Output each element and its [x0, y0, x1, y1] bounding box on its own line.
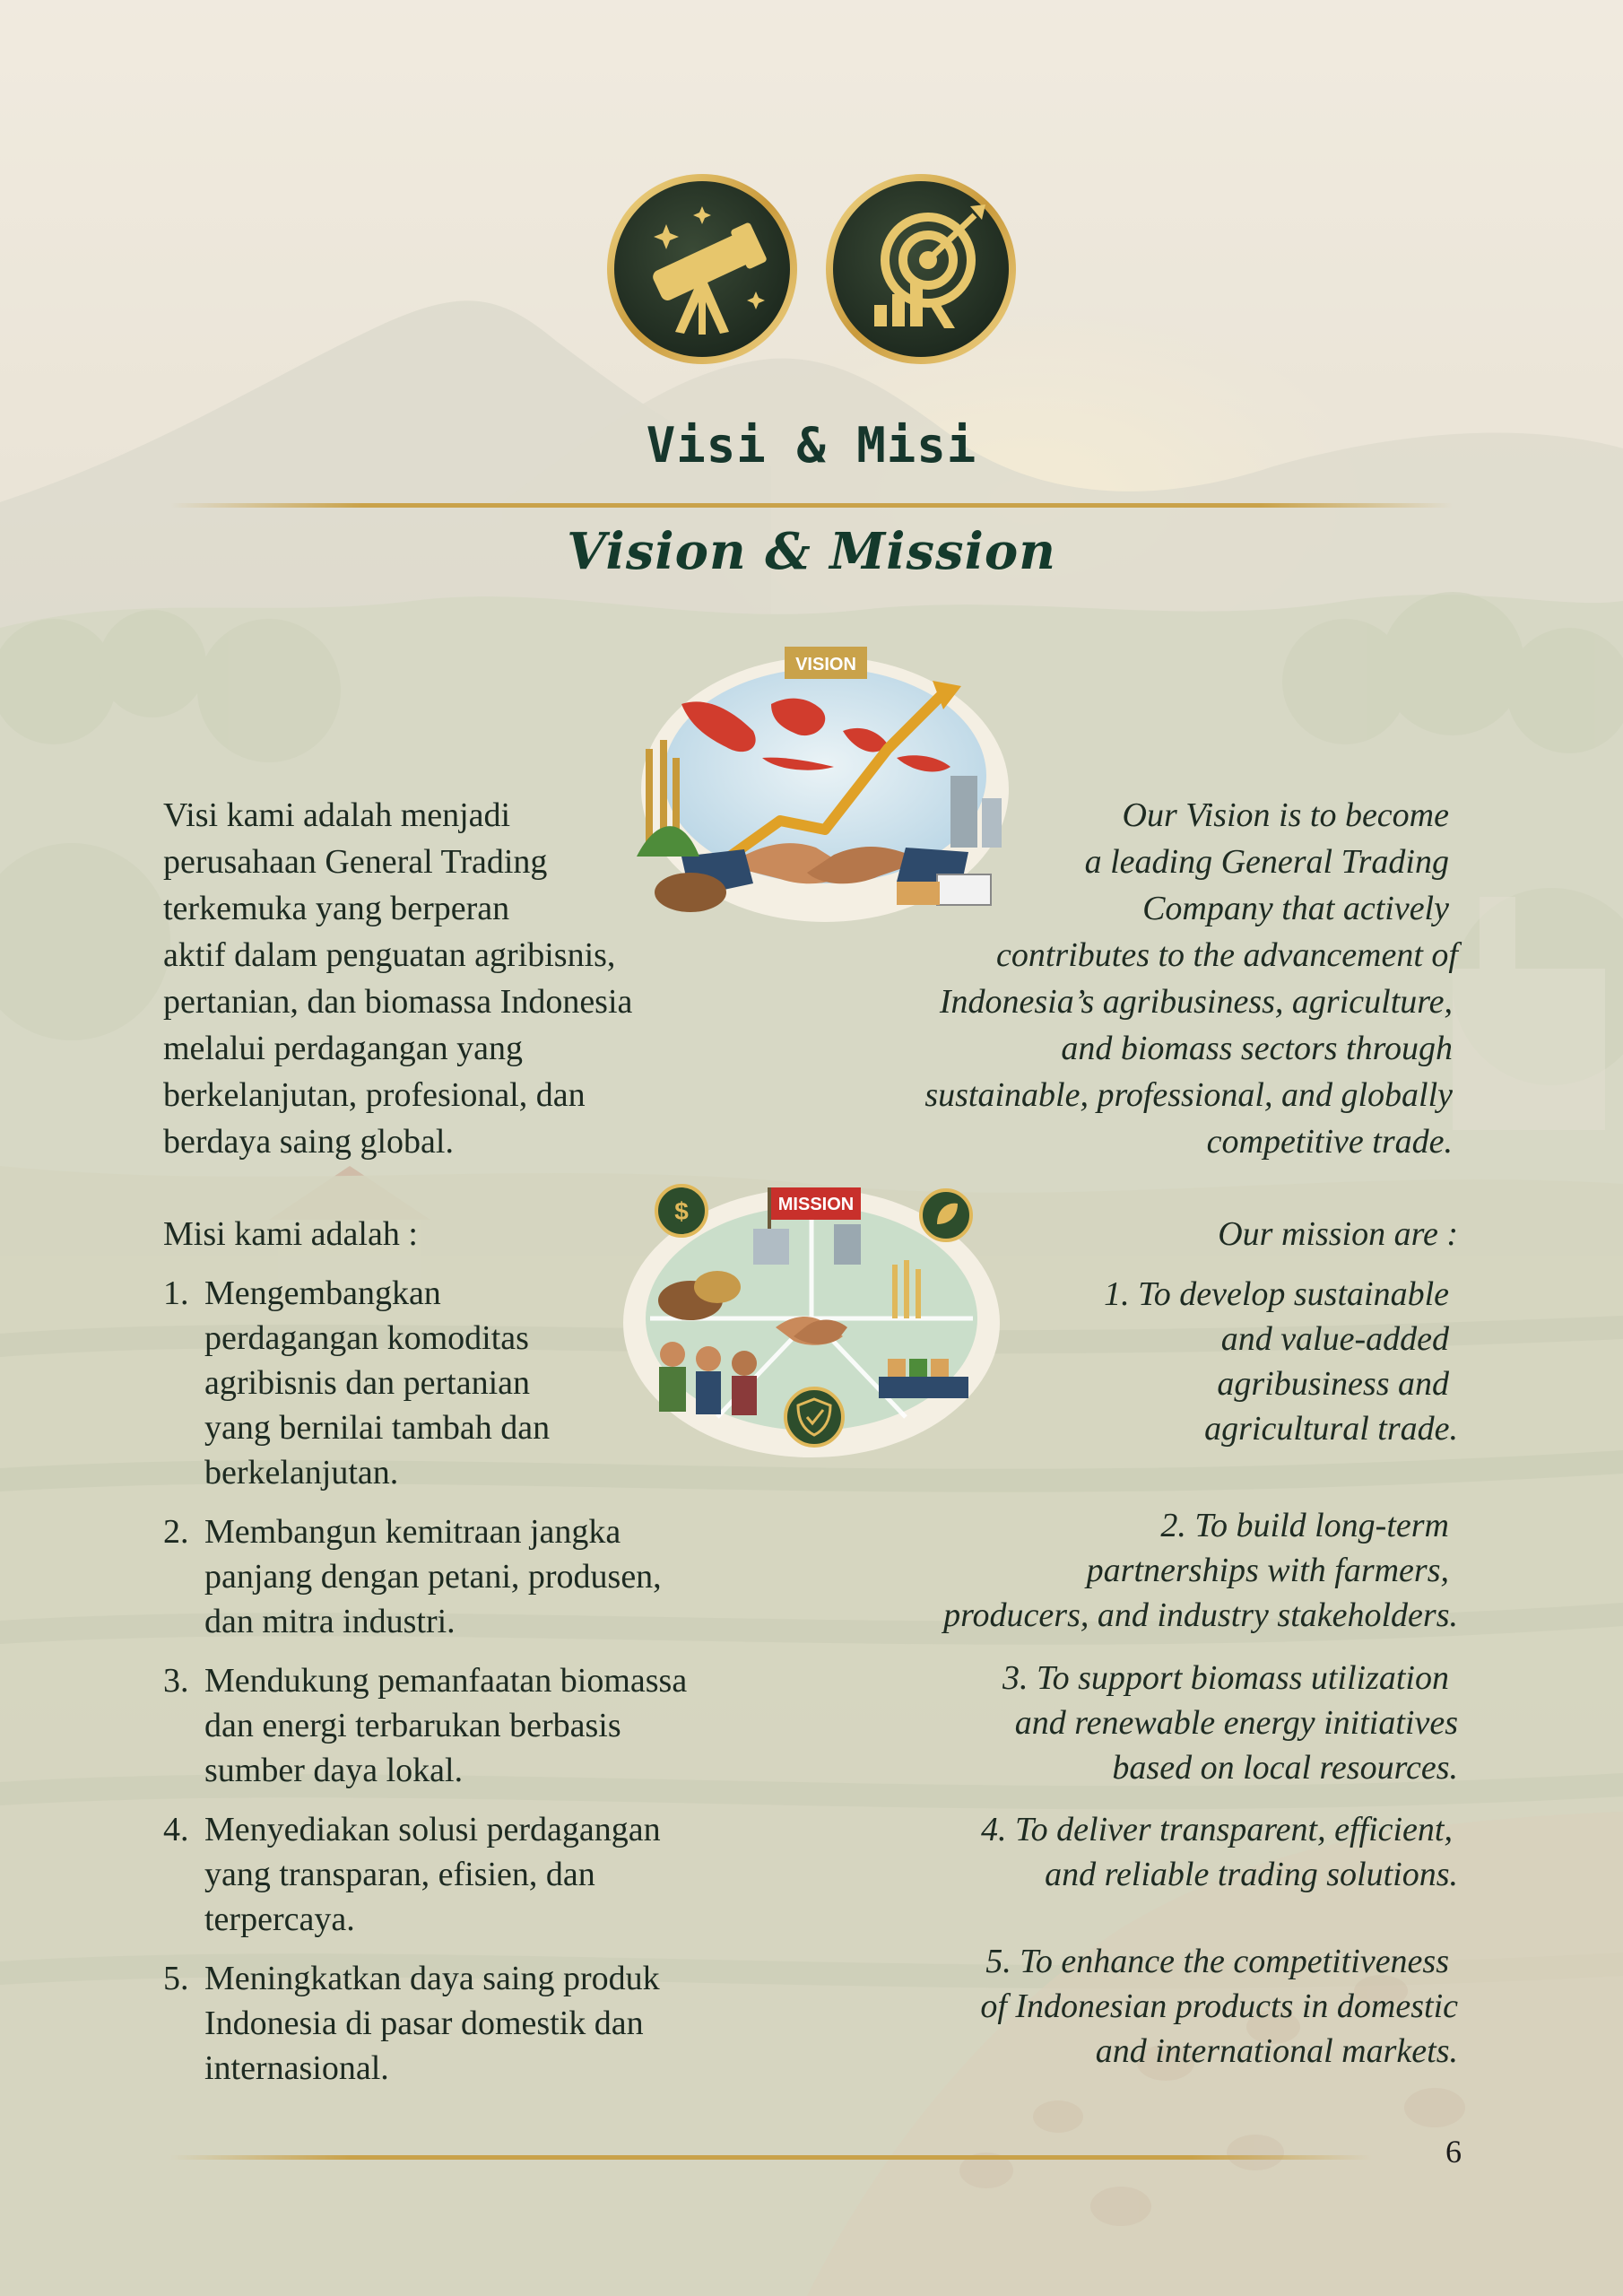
list-item-line: Meningkatkan daya saing produk [204, 1960, 660, 1997]
vision-en-line: a leading General Trading [1084, 843, 1449, 881]
list-item-line: based on local resources. [1112, 1749, 1458, 1787]
vision-id-line: Visi kami adalah menjadi [163, 796, 511, 834]
vision-en-line: sustainable, professional, and globally [924, 1076, 1453, 1114]
mission-item-en-3 [1002, 1656, 1458, 1790]
vision-en-line: Our Vision is to become [1122, 796, 1449, 834]
list-item-line: 1. To develop sustainable [1104, 1275, 1449, 1313]
page-number: 6 [1445, 2134, 1462, 2170]
list-item-line: Indonesia di pasar domestik dan [204, 2005, 644, 2042]
list-item-number: 1. [163, 1274, 189, 1312]
list-item [163, 1271, 791, 1495]
mission-item-en-2 [943, 1503, 1458, 1638]
list-item-line: agricultural trade. [1204, 1410, 1458, 1448]
list-item-line: Mengembangkan [204, 1274, 441, 1312]
list-item-number: 4. [163, 1811, 189, 1848]
page-title: Visi & Misi [646, 417, 977, 474]
vision-en-line: and biomass sectors through [1061, 1030, 1453, 1067]
list-item-line: and renewable energy initiatives [1014, 1704, 1458, 1742]
list-item-line: internasional. [204, 2049, 389, 2087]
list-item-line: dan energi terbarukan berbasis [204, 1707, 621, 1744]
title-divider [170, 503, 1453, 508]
list-item-line: producers, and industry stakeholders. [943, 1596, 1458, 1634]
mission-item-en-4 [981, 1807, 1458, 1897]
list-item-line: 2. To build long-term [1160, 1507, 1449, 1544]
footer-divider [170, 2155, 1372, 2160]
list-item [163, 1807, 791, 1942]
list-item-line: panjang dengan petani, produsen, [204, 1558, 662, 1596]
list-item-line: 3. To support biomass utilization [1002, 1659, 1449, 1697]
list-item-line: partnerships with farmers, [1086, 1552, 1449, 1589]
list-item-line: 5. To enhance the competitiveness [985, 1943, 1449, 1980]
target-growth-icon [822, 170, 1020, 368]
vision-id-line: berdaya saing global. [163, 1123, 454, 1161]
list-item-line: yang transparan, efisien, dan [204, 1856, 595, 1893]
mission-heading-id: Misi kami adalah : [163, 1215, 418, 1253]
list-item [163, 1956, 791, 2091]
vision-id-line: terkemuka yang berperan [163, 890, 510, 927]
list-item-line: and value-added [1220, 1320, 1449, 1358]
list-item-line: sumber daya lokal. [204, 1752, 464, 1789]
vision-en-line: competitive trade. [1206, 1123, 1453, 1161]
mission-list-id [163, 1271, 791, 2105]
list-item-line: Mendukung pemanfaatan biomassa [204, 1662, 688, 1700]
list-item-line: yang bernilai tambah dan [204, 1409, 551, 1447]
list-item-line: and international markets. [1095, 2032, 1458, 2070]
list-item-line: perdagangan komoditas [204, 1319, 529, 1357]
telescope-icon [603, 170, 801, 368]
mission-item-en-5 [980, 1939, 1458, 2074]
list-item-line: agribusiness and [1217, 1365, 1449, 1403]
list-item-number: 5. [163, 1960, 189, 1997]
vision-en-line: Company that actively [1142, 890, 1449, 927]
vision-id-line: perusahaan General Trading [163, 843, 548, 881]
list-item-line: Membangun kemitraan jangka [204, 1513, 621, 1551]
list-item-line: berkelanjutan. [204, 1454, 399, 1492]
vision-id-line: melalui perdagangan yang [163, 1030, 523, 1067]
mission-item-en-1 [1104, 1272, 1458, 1451]
svg-text:$: $ [674, 1197, 689, 1225]
vision-id-line: berkelanjutan, profesional, dan [163, 1076, 586, 1114]
vision-text-id [163, 792, 632, 1165]
page-subtitle: Vision & Mission [567, 522, 1056, 581]
vision-text-en [924, 792, 1458, 1165]
mission-heading-en: Our mission are : [1218, 1215, 1458, 1253]
vision-banner-label: VISION [795, 655, 856, 674]
vision-id-line: pertanian, dan biomassa Indonesia [163, 983, 633, 1021]
list-item-line: and reliable trading solutions. [1045, 1856, 1458, 1893]
vision-en-line: Indonesia’s agribusiness, agriculture, [939, 983, 1453, 1021]
list-item [163, 1658, 791, 1793]
vision-en-line: contributes to the advancement of [996, 936, 1458, 974]
list-item-line: of Indonesian products in domestic [980, 1987, 1458, 2025]
mission-banner-label: MISSION [777, 1195, 855, 1214]
list-item [163, 1509, 791, 1644]
list-item-line: 4. To deliver transparent, efficient, [981, 1811, 1453, 1848]
list-item-line: agribisnis dan pertanian [204, 1364, 531, 1402]
list-item-line: dan mitra industri. [204, 1603, 456, 1640]
list-item-number: 2. [163, 1513, 189, 1551]
list-item-line: Menyediakan solusi perdagangan [204, 1811, 661, 1848]
list-item-number: 3. [163, 1662, 189, 1700]
list-item-line: terpercaya. [204, 1900, 355, 1938]
vision-id-line: aktif dalam penguatan agribisnis, [163, 936, 616, 974]
